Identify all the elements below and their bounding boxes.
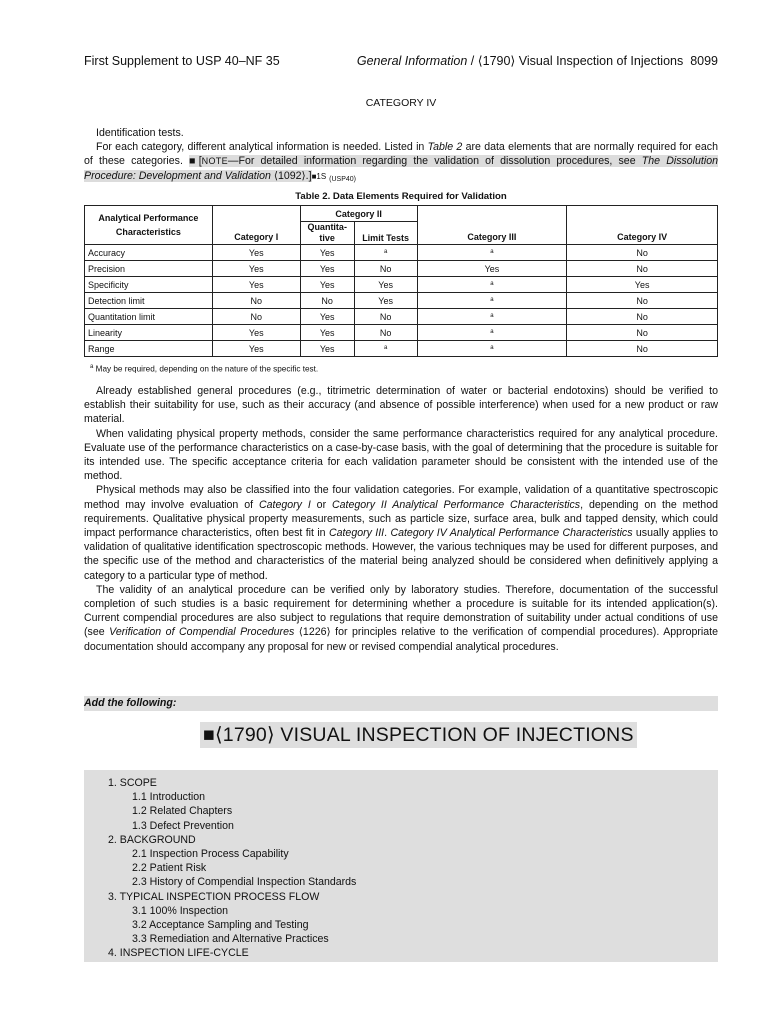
table-cell: a	[417, 293, 567, 309]
header-limit-tests: Limit Tests	[354, 222, 417, 245]
paragraph-general-procedures: Already established general procedures (e.g., titrimetric determination of water or bacterial endotoxins) should be verified to establish their suitability for use, such as their accuracy (and absence of possible interference) when used for a new product or raw material.	[84, 385, 718, 426]
toc-subsection-link[interactable]: 3.1 100% Inspection	[132, 904, 229, 917]
table-cell: Yes	[300, 341, 354, 357]
table-cell: No	[567, 293, 718, 309]
table-cell: Yes	[300, 277, 354, 293]
validation-table	[84, 205, 718, 357]
table-cell: a	[417, 309, 567, 325]
table-cell: Yes	[417, 261, 567, 277]
table-body	[85, 245, 718, 357]
table-row	[85, 341, 718, 357]
table-cell: No	[567, 341, 718, 357]
table-row	[85, 245, 718, 261]
table-row	[85, 277, 718, 293]
table-cell: Yes	[300, 309, 354, 325]
table-cell: No	[567, 245, 718, 261]
row-label-cell: Specificity	[85, 277, 213, 293]
table-cell: Yes	[300, 261, 354, 277]
table-cell: Yes	[300, 245, 354, 261]
table-cell: a	[354, 245, 417, 261]
p5-text-c: , depending on the method requirements. Qualitative physical property measurements, such as particle size, surface area, bulk and tapped density, which could impact performance characteristics, often best fit in	[84, 498, 718, 540]
revision-subscript: (USP40)	[329, 175, 356, 183]
p5-ref-category-2: Category II Analytical Performance Characteristics	[332, 498, 581, 511]
note-reference: The Dissolution Procedure: Development and Validation	[84, 155, 719, 182]
header-chapter	[357, 53, 718, 69]
table-cell: Yes	[212, 245, 300, 261]
footnote-mark: a	[90, 364, 94, 370]
toc-subsection-link[interactable]: 2.3 History of Compendial Inspection Standards	[132, 876, 357, 889]
toc-subsection-link[interactable]: 1.1 Introduction	[132, 791, 206, 804]
table-cell: No	[300, 293, 354, 309]
table-cell: a	[417, 245, 567, 261]
header-category-2: Category II	[300, 206, 417, 222]
p6-ref-verification: Verification of Compendial Procedures	[109, 626, 295, 639]
table-cell: Yes	[212, 261, 300, 277]
page-number: 8099	[690, 54, 718, 68]
table-cell: a	[417, 325, 567, 341]
table-cell: Yes	[567, 277, 718, 293]
p6-text-a: The validity of an analytical procedure can be verified only by laboratory studies. Therefore, documentation of the successful completion of such studies is a basic requirement for determining whether a procedure is suitable for its intended application(s). Current compendial procedures are also subject to regulations that require demonstration of suitability under actual conditions of use (see	[84, 583, 718, 639]
body-paragraphs	[84, 384, 718, 654]
header-category-4: Category IV	[567, 206, 718, 245]
paragraph-validity	[84, 583, 718, 654]
table-row	[85, 309, 718, 325]
toc-section-link[interactable]: 3. TYPICAL INSPECTION PROCESS FLOW	[108, 890, 320, 903]
p5-text-d: .	[384, 527, 391, 540]
table-cell: No	[212, 309, 300, 325]
row-label-cell: Linearity	[85, 325, 213, 341]
intro-block	[84, 126, 718, 187]
chapter-title: ■⟨1790⟩ VISUAL INSPECTION OF INJECTIONS	[200, 722, 637, 748]
p5-text-a: Physical methods may also be classified into the four validation categories. For example, validation of a quantitative spectroscopic method may involve evaluation of	[84, 484, 718, 511]
header-category-3: Category III	[417, 206, 567, 245]
p5-text-b: or	[310, 498, 332, 511]
toc-list	[84, 770, 718, 961]
header-publication: First Supplement to USP 40–NF 35	[84, 54, 280, 68]
intro-paragraph	[84, 140, 718, 187]
table-cell: Yes	[212, 325, 300, 341]
table-cell: No	[212, 293, 300, 309]
note-end: ⟨1092⟩.]	[270, 169, 312, 182]
add-following-bar	[84, 696, 718, 711]
toc-subsection-link[interactable]: 3.3 Remediation and Alternative Practices	[132, 933, 329, 946]
note-label: NOTE	[201, 156, 228, 167]
toc-subsection-link[interactable]: 2.2 Patient Risk	[132, 862, 207, 875]
add-following-label: Add the following:	[84, 697, 177, 709]
table-of-contents	[84, 770, 718, 962]
note-text: —For detailed information regarding the validation of dissolution procedures, see	[227, 155, 642, 168]
toc-subsection-link[interactable]: 2.1 Inspection Process Capability	[132, 848, 289, 861]
toc-section-link[interactable]: 2. BACKGROUND	[108, 833, 196, 846]
p5-ref-category-4: Category IV Analytical Performance Characteristics	[390, 527, 633, 540]
table-cell: a	[417, 341, 567, 357]
p5-ref-category-1: Category I	[258, 498, 311, 511]
table-cell: No	[354, 325, 417, 341]
table-cell: Yes	[212, 277, 300, 293]
table-row	[85, 293, 718, 309]
table-row	[85, 325, 718, 341]
footnote-text: May be required, depending on the nature of the specific test.	[93, 364, 319, 374]
toc-subsection-link[interactable]: 1.2 Related Chapters	[132, 805, 233, 818]
header-category-1: Category I	[212, 206, 300, 245]
paragraph-physical-property: When validating physical property methods, consider the same performance characteristics required for any analytical procedure. Evaluate use of the performance characteristics on a case-by-case basis, with the goal of determining that the procedure is suitable for its intended use. The specific acceptance criteria for each validation parameter should be consistent with the intended use of the method.	[84, 427, 718, 483]
table-cell: No	[354, 261, 417, 277]
table-reference-link: Table 2	[427, 141, 463, 154]
toc-subsection-link[interactable]: 1.3 Defect Prevention	[132, 819, 234, 832]
toc-subsection-link[interactable]: 3.2 Acceptance Sampling and Testing	[132, 919, 309, 932]
intro-line: Identification tests.	[96, 127, 184, 139]
header-section-italic: General Information	[356, 54, 468, 68]
row-label-cell: Quantitation limit	[85, 309, 213, 325]
row-label-cell: Accuracy	[85, 245, 213, 261]
paragraph-physical-methods	[84, 483, 718, 582]
header-quantitative: Quantita-tive	[300, 222, 354, 245]
toc-section-link[interactable]: 1. SCOPE	[108, 777, 157, 789]
category-heading: CATEGORY IV	[365, 97, 437, 109]
table-cell: Yes	[300, 325, 354, 341]
table-caption: Table 2. Data Elements Required for Validation	[295, 191, 507, 202]
header-characteristics: Analytical Performance Characteristics	[85, 206, 213, 245]
table-cell: Yes	[354, 293, 417, 309]
table-cell: No	[354, 309, 417, 325]
table-cell: a	[354, 341, 417, 357]
table-cell: Yes	[354, 277, 417, 293]
intro-text-b: are data elements that are normally required for each of these categories.	[84, 141, 718, 168]
revision-end-marker: ■1S	[311, 171, 327, 181]
table-cell: No	[567, 261, 718, 277]
p5-text-e: usually applies to validation of qualitative identification spectroscopic methods. However, the various techniques may be used for different purposes, and the specific use of the method and characteristics of the material being analyzed should be considered when definitively applying a category to a particular type of method.	[84, 527, 719, 582]
row-label-cell: Precision	[85, 261, 213, 277]
table-cell: a	[417, 277, 567, 293]
toc-section-link[interactable]: 4. INSPECTION LIFE-CYCLE	[108, 947, 249, 960]
table-cell: No	[567, 325, 718, 341]
p5-ref-category-3: Category III	[328, 527, 385, 540]
intro-text-a: For each category, different analytical information is needed. Listed in	[96, 141, 428, 154]
row-label-cell: Range	[85, 341, 213, 357]
header-chapter-title: / ⟨1790⟩ Visual Inspection of Injections	[467, 54, 684, 68]
table-cell: Yes	[212, 341, 300, 357]
row-label-cell: Detection limit	[85, 293, 213, 309]
revision-marker: ■[	[189, 155, 202, 168]
p6-text-b: ⟨1226⟩ for principles relative to the verification of compendial procedures). Appropriate documentation should accompany any proposal for new or revised compendial analytical procedures.	[84, 626, 718, 653]
table-cell: No	[567, 309, 718, 325]
table-footnote	[90, 364, 318, 374]
table-row	[85, 261, 718, 277]
